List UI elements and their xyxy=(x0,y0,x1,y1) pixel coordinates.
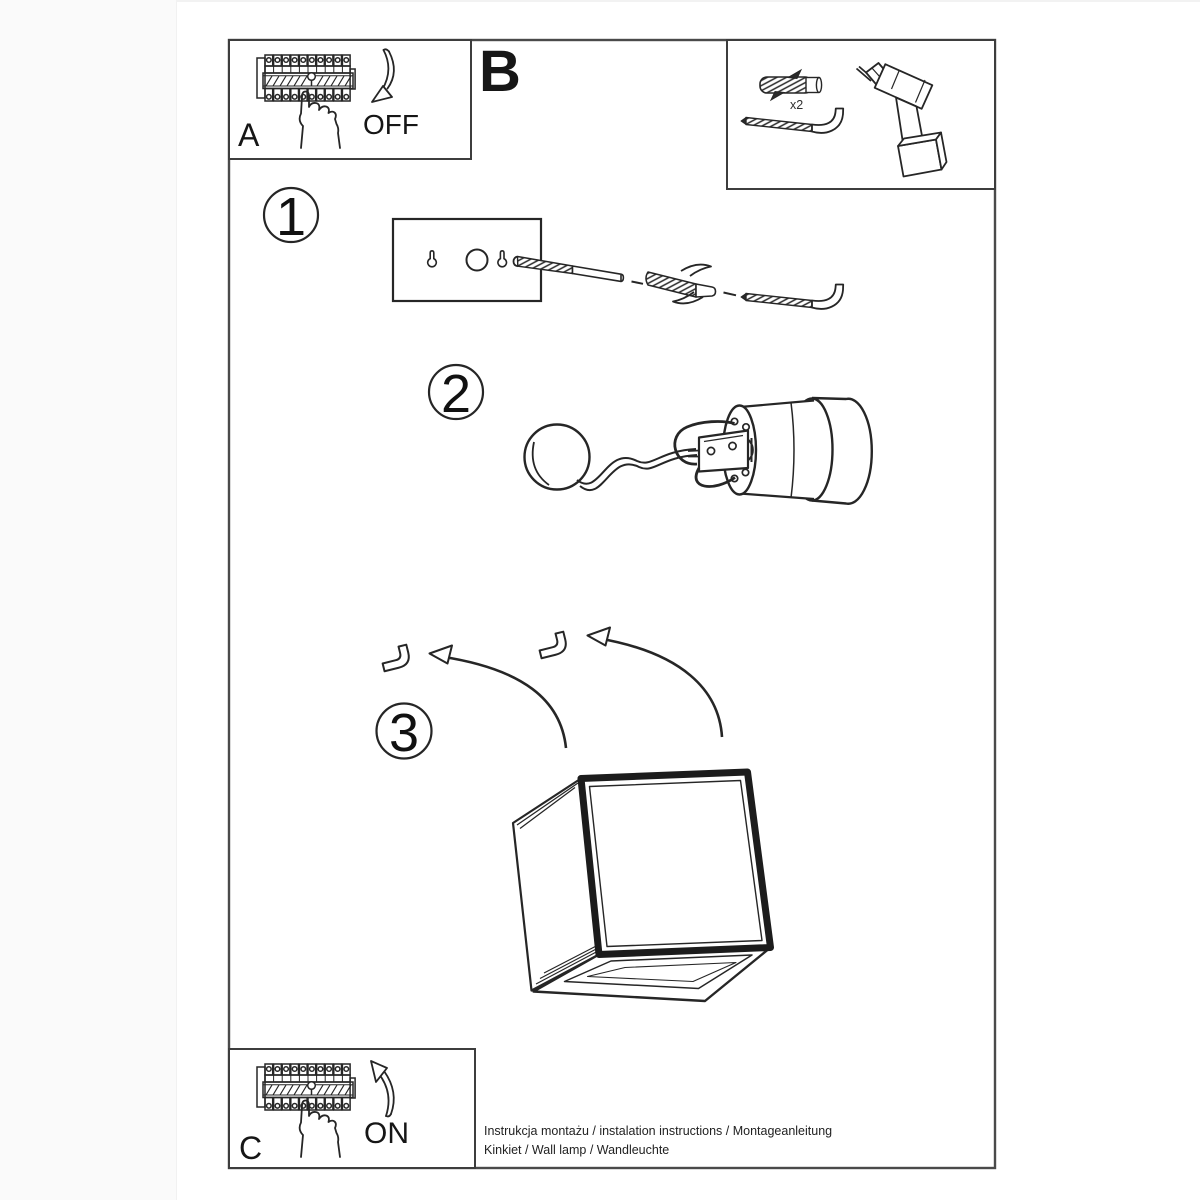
panel-c-box xyxy=(229,1049,475,1168)
step-2-number: 2 xyxy=(440,364,472,424)
wall-anchor-icon xyxy=(646,265,736,304)
cube-lamp-icon xyxy=(513,772,771,1001)
panel-b-label: B xyxy=(479,39,521,104)
lamp-socket-icon xyxy=(675,398,872,504)
footer-line-1: Instrukcja montażu / instalation instructions / Montageanleitung xyxy=(484,1124,833,1138)
swing-arrow-icon xyxy=(430,646,567,749)
on-label: ON xyxy=(364,1117,409,1150)
panel-a-label: A xyxy=(238,117,260,153)
drill-bit-icon xyxy=(514,257,644,284)
panel-c-label: C xyxy=(239,1130,263,1166)
bulb-icon xyxy=(525,425,590,490)
anchor-quantity-label: x2 xyxy=(790,98,804,112)
off-label: OFF xyxy=(363,109,419,140)
hardware-box xyxy=(727,40,995,189)
step-3-number: 3 xyxy=(388,703,420,763)
swing-arrow-icon xyxy=(588,628,723,738)
wall-hook-icon xyxy=(380,645,412,672)
footer-caption xyxy=(484,1122,832,1159)
footer-line-2: Kinkiet / Wall lamp / Wandleuchte xyxy=(484,1142,670,1157)
wall-hook-icon xyxy=(537,632,569,659)
step-1-number: 1 xyxy=(275,187,307,247)
hook-screw-icon xyxy=(741,285,843,309)
main-frame xyxy=(229,40,995,1168)
